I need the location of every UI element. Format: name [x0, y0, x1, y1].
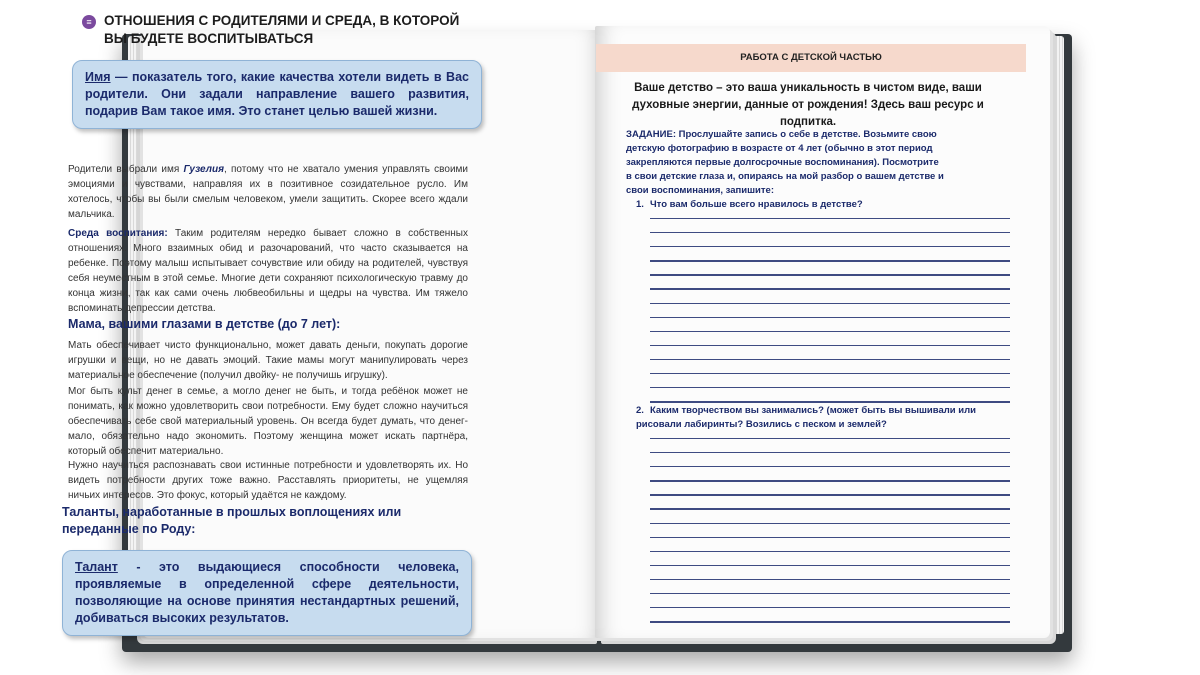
task-text: ЗАДАНИЕ: Прослушайте запись о себе в детстве. Возьмите свою детскую фотографию в возрасте от 4 лет (обычно в этот период закрепляются первые долгосрочные воспоминания). Посмотрите в свои детские глаза и, опираясь на мой разбор о вашем детстве и свои воспоминания, запишите: [626, 129, 944, 196]
callout-term-name: Имя [85, 70, 111, 84]
subheading-mother: Мама, вашими глазами в детстве (до 7 лет): [68, 317, 341, 331]
answer-line[interactable] [650, 218, 1010, 219]
para1-name: Гузелия [183, 164, 224, 175]
question-2 [636, 404, 976, 432]
section-banner: РАБОТА С ДЕТСКОЙ ЧАСТЬЮ [596, 44, 1026, 72]
answer-line[interactable] [650, 387, 1010, 388]
question-2-number: 2. [636, 405, 644, 416]
answer-line[interactable] [650, 260, 1010, 261]
answer-line[interactable] [650, 621, 1010, 622]
answer-line[interactable] [650, 551, 1010, 552]
answer-line[interactable] [650, 359, 1010, 360]
intro-text: Ваше детство – это ваша уникальность в чистом виде, ваши духовные энергии, данные от рождения! Здесь ваш ресурс и подпитка. [632, 82, 984, 128]
answer-line[interactable] [650, 317, 1010, 318]
answer-line[interactable] [650, 480, 1010, 481]
answer-line[interactable] [650, 466, 1010, 467]
answer-line[interactable] [650, 438, 1010, 439]
paragraph-mother: Мать обеспечивает чисто функционально, может давать деньги, покупать дорогие игрушки и вещи, но не давать эмоций. Такие мамы могут манипулировать через материальное обеспечение (получил двойку- не получишь игрушку). [68, 340, 468, 381]
answer-line[interactable] [650, 494, 1010, 495]
answer-line[interactable] [650, 579, 1010, 580]
page-title: ОТНОШЕНИЯ С РОДИТЕЛЯМИ И СРЕДА, В КОТОРОЙ ВЫ БУДЕТЕ ВОСПИТЫВАТЬСЯ [104, 13, 460, 46]
answer-line[interactable] [650, 565, 1010, 566]
question-1 [636, 198, 976, 212]
para2-text: Таким родителям нередко бывает сложно в собственных отношениях. Много взаимных обид и разочарований, что часто сказывается на ребенке. Поэтому малыш испытывает сочувствие или обиду на родителей, чувствуя себя неуместным в этой семье. Многие дети сохраняют психологическую травму до конца жизни, так как сами очень любвеобильны и щедры на чувства. Им тяжело вспоминать депрессии детства. [68, 228, 468, 314]
answer-line[interactable] [650, 523, 1010, 524]
answer-line[interactable] [650, 593, 1010, 594]
circle-bullet-icon: ≡ [82, 15, 96, 29]
paragraph-money: Мог быть культ денег в семье, а могло денег не быть, и тогда ребёнок может не понимать, как можно удовлетворить свои потребности. Ему будет сложно научиться обеспечивать себе свой материальный уровень. Он всегда будет думать, что денег-мало, обязательно надо экономить. Поэтому женщина может искать партнёра, который обеспечит материально. [68, 386, 468, 457]
answer-line[interactable] [650, 607, 1010, 608]
callout-text-talent: - это выдающиеся способности человека, проявляемые в определенной сфере деятельности, позволяющие на основе принятия нестандартных решений, добиваться высоких результатов. [75, 560, 459, 625]
answer-line[interactable] [650, 452, 1010, 453]
answer-lines-2[interactable] [650, 438, 1010, 635]
paragraph-needs: Нужно научиться распознавать свои истинные потребности и удовлетворять их. Но видеть потребности других тоже важно. Расставлять приоритеты, не ущемляя ничьих интересов. Это фокус, который удаётся не каждому. [68, 460, 468, 501]
talent-callout [62, 550, 472, 636]
page-edges-right [1048, 36, 1064, 634]
answer-line[interactable] [650, 274, 1010, 275]
answer-line[interactable] [650, 246, 1010, 247]
answer-line[interactable] [650, 331, 1010, 332]
answer-line[interactable] [650, 345, 1010, 346]
para1-after: , потому что не хватало умения управлять своими эмоциями и чувствами, направляя их в позитивное созидательное русло. Им хотелось, чтобы вы были смелым человеком, умели защитить. Скорее всего ждали мальчика. [68, 164, 468, 220]
paragraph-environment [68, 226, 468, 316]
answer-line[interactable] [650, 537, 1010, 538]
answer-lines-1[interactable] [650, 218, 1010, 415]
question-2-text: Каким творчеством вы занимались? (может быть вы вышивали или рисовали лабиринты? Возились с песком и землей? [636, 405, 976, 430]
answer-line[interactable] [650, 373, 1010, 374]
answer-line[interactable] [650, 232, 1010, 233]
answer-line[interactable] [650, 303, 1010, 304]
para2-label: Среда воспитания: [68, 228, 168, 239]
callout-text-name: — показатель того, какие качества хотели видеть в Вас родители. Они задали направление вашего развития, подарив Вам такое имя. Это станет целью вашей жизни. [85, 70, 469, 118]
paragraph-name-choice [68, 162, 468, 222]
name-callout [72, 60, 482, 129]
callout-term-talent: Талант [75, 560, 118, 574]
answer-line[interactable] [650, 508, 1010, 509]
question-1-text: Что вам больше всего нравилось в детстве? [650, 199, 863, 210]
question-1-number: 1. [636, 199, 644, 210]
answer-line[interactable] [650, 401, 1010, 402]
answer-line[interactable] [650, 288, 1010, 289]
subheading-talents: Таланты, наработанные в прошлых воплощениях или переданные по Роду: [62, 505, 402, 536]
para1-before: Родители выбрали имя [68, 164, 184, 175]
left-heading-row [82, 12, 462, 48]
